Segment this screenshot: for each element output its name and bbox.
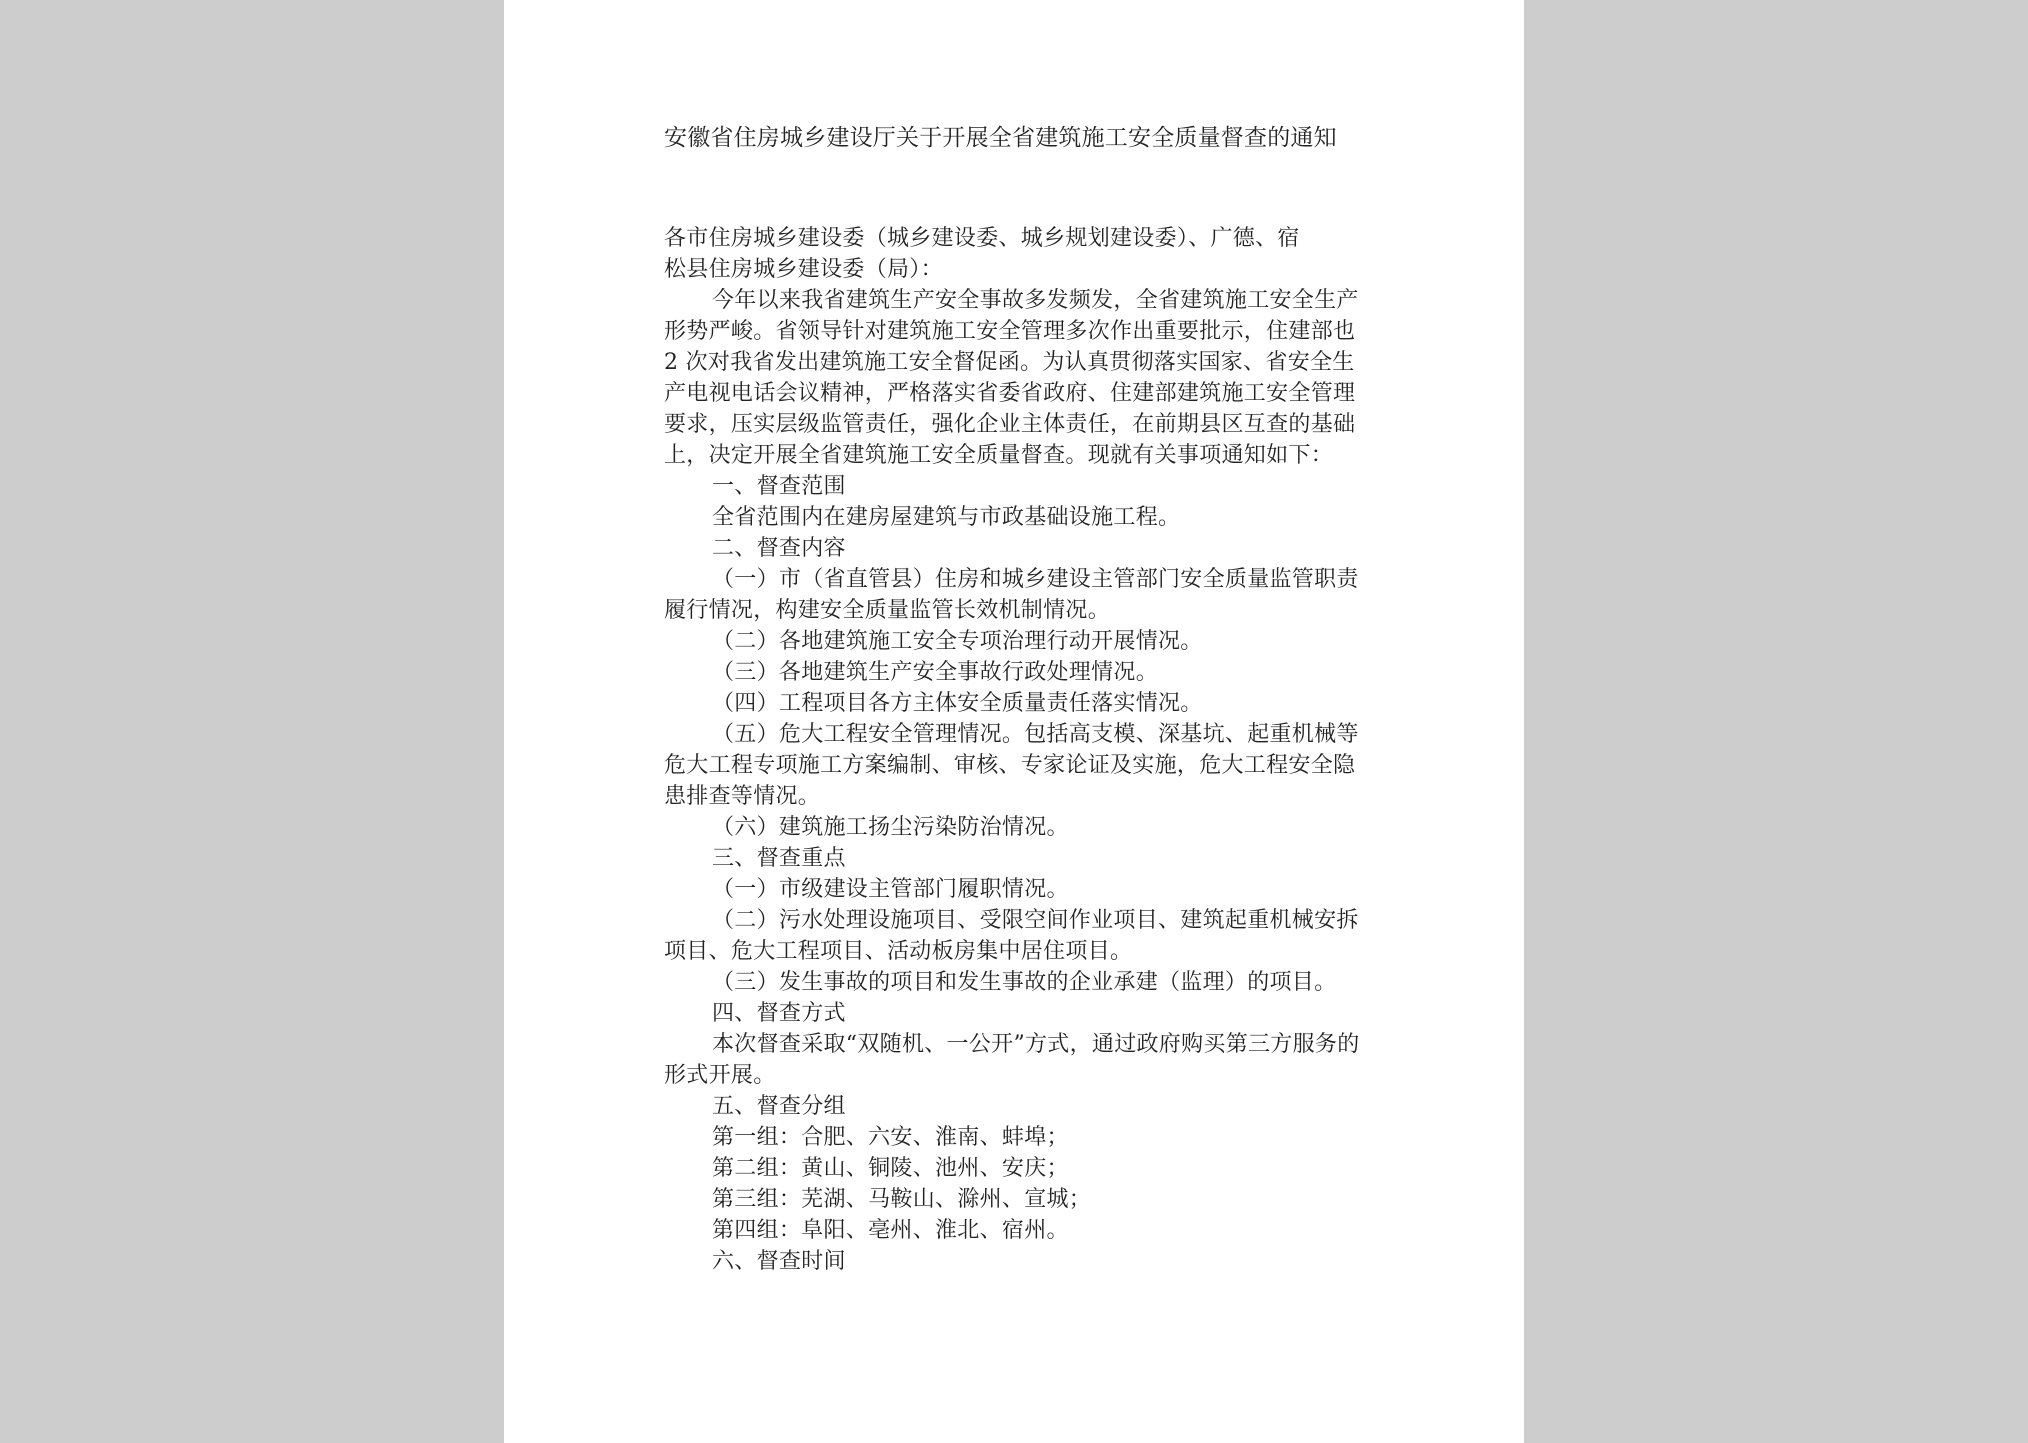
section-heading: 五、督查分组	[712, 1094, 846, 1119]
group-item: 第三组：芜湖、马鞍山、滁州、宣城；	[712, 1187, 1092, 1212]
document-page	[504, 0, 1524, 1443]
salutation-line: 松县住房城乡建设委（局）：	[664, 257, 943, 282]
section-paragraph: （一）市级建设主管部门履职情况。	[712, 877, 1069, 902]
section-heading: 六、督查时间	[712, 1249, 846, 1274]
section-paragraph: （二）污水处理设施项目、受限空间作业项目、建筑起重机械安拆项目、危大工程项目、活动板房集中居住项目。	[664, 908, 1359, 964]
section-paragraph: （六）建筑施工扬尘污染防治情况。	[712, 815, 1069, 840]
group-item: 第一组：合肥、六安、淮南、蚌埠；	[712, 1125, 1069, 1150]
section-paragraph: （五）危大工程安全管理情况。包括高支模、深基坑、起重机械等危大工程专项施工方案编制、审核、专家论证及实施，危大工程安全隐患排查等情况。	[664, 722, 1359, 809]
section-heading: 二、督查内容	[712, 536, 846, 561]
section-paragraph: 全省范围内在建房屋建筑与市政基础设施工程。	[712, 505, 1181, 530]
section-heading: 三、督查重点	[712, 846, 846, 871]
section-paragraph: （三）发生事故的项目和发生事故的企业承建（监理）的项目。	[712, 970, 1337, 995]
intro-paragraph: 今年以来我省建筑生产安全事故多发频发，全省建筑施工安全生产形势严峻。省领导针对建筑施工安全管理多次作出重要批示，住建部也 2 次对我省发出建筑施工安全督促函。为认真贯彻落实国家、省安全生产电视电话会议精神，严格落实省委省政府、住建部建筑施工安全管理要求，压实层级监管责任，强化企业主体责任，在前期县区互查的基础上，决定开展全省建筑施工安全质量督查。现就有关事项通知如下：	[664, 288, 1359, 468]
section-heading: 一、督查范围	[712, 474, 846, 499]
group-item: 第四组：阜阳、亳州、淮北、宿州。	[712, 1218, 1069, 1243]
section-paragraph: （四）工程项目各方主体安全质量责任落实情况。	[712, 691, 1203, 716]
section-paragraph: （三）各地建筑生产安全事故行政处理情况。	[712, 660, 1159, 685]
section-heading: 四、督查方式	[712, 1001, 846, 1026]
section-paragraph: 本次督查采取“双随机、一公开”方式，通过政府购买第三方服务的形式开展。	[664, 1032, 1360, 1088]
document-body	[664, 223, 1364, 1277]
document-title: 安徽省住房城乡建设厅关于开展全省建筑施工安全质量督查的通知	[664, 125, 1337, 151]
section-paragraph: （一）市（省直管县）住房和城乡建设主管部门安全质量监管职责履行情况，构建安全质量监管长效机制情况。	[664, 567, 1359, 623]
group-item: 第二组：黄山、铜陵、池州、安庆；	[712, 1156, 1069, 1181]
salutation-line: 各市住房城乡建设委（城乡建设委、城乡规划建设委）、广德、宿	[664, 226, 1300, 251]
section-paragraph: （二）各地建筑施工安全专项治理行动开展情况。	[712, 629, 1203, 654]
